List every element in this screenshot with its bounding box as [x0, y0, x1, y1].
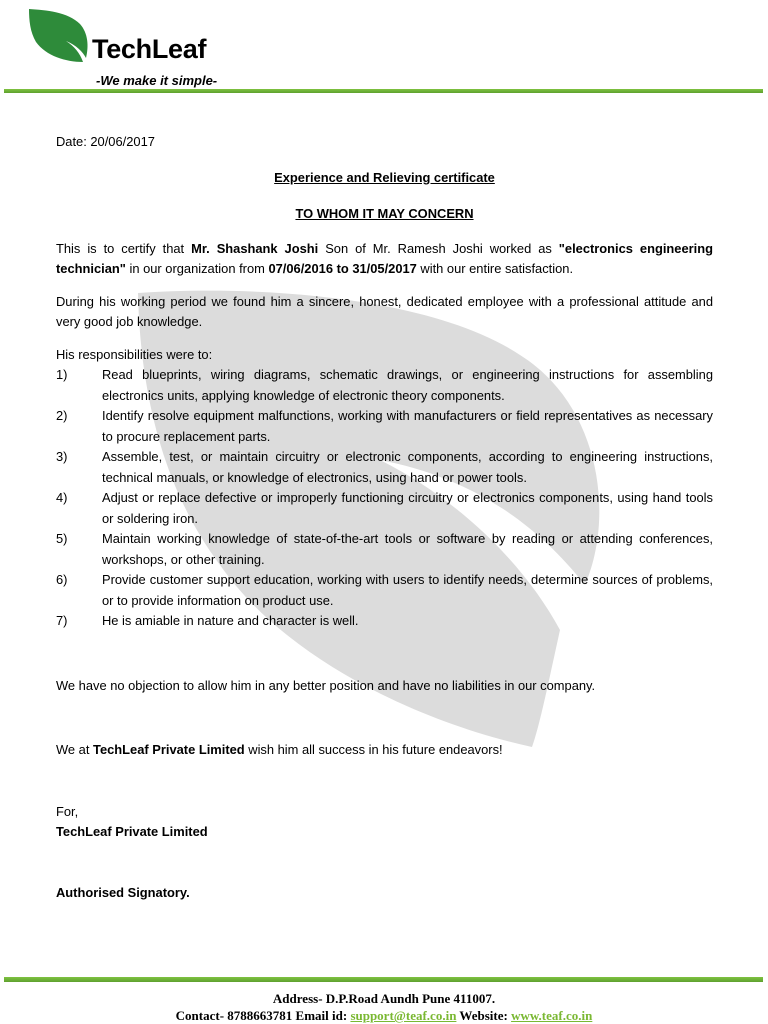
letter-body	[56, 132, 713, 903]
list-item	[56, 488, 713, 529]
employee-role: "electronics engineering technician"	[56, 240, 713, 276]
footer-address: Address- D.P.Road Aundh Pune 411007.	[272, 991, 496, 1006]
authorised-signatory: Authorised Signatory.	[56, 884, 190, 900]
leaf-icon	[28, 8, 92, 64]
footer	[0, 990, 768, 1024]
list-item-text: Maintain working knowledge of state-of-the-art tools or software by reading or attending conferences, workshops, or other training.	[102, 531, 713, 567]
footer-divider	[4, 977, 763, 982]
list-item	[56, 611, 713, 632]
website-label: Website:	[456, 1008, 512, 1023]
responsibilities-title: His responsibilities were to:	[56, 346, 213, 362]
for-label: For,	[56, 803, 79, 819]
brand-name: TechLeaf	[92, 34, 207, 64]
objection-paragraph: We have no objection to allow him in any better position and have no liabilities in our company.	[56, 677, 596, 693]
list-item-number: 2)	[56, 408, 68, 423]
certify-text: This is to certify that	[56, 240, 192, 256]
list-item-number: 4)	[56, 490, 68, 505]
certify-text: in our organization from	[125, 261, 269, 276]
letter-title: Experience and Relieving certificate	[274, 169, 495, 185]
employee-name: Mr. Shashank Joshi	[191, 240, 319, 256]
list-item-number: 3)	[56, 449, 68, 464]
list-item-text: Read blueprints, wiring diagrams, schematic drawings, or engineering instructions for assembling electronics units, applying knowledge of electronic theory components.	[102, 367, 713, 403]
list-item-number: 7)	[56, 613, 68, 628]
list-item	[56, 365, 713, 406]
certify-paragraph	[56, 239, 713, 280]
list-item-number: 5)	[56, 531, 68, 546]
letter-subtitle: TO WHOM IT MAY CONCERN	[295, 206, 474, 221]
responsibilities-list	[56, 365, 713, 632]
list-item-text: Adjust or replace defective or improperly functioning circuitry or electronics components, using hand tools or soldering iron.	[102, 490, 713, 526]
list-item-number: 6)	[56, 572, 68, 587]
tagline: -We make it simple-	[96, 73, 218, 88]
wish-text: wish him all success in his future endeavors!	[244, 742, 503, 757]
contact-label: Contact- 8788663781 Email id:	[175, 1008, 351, 1023]
company-name: TechLeaf Private Limited	[93, 742, 245, 757]
list-item	[56, 406, 713, 447]
certify-text: Son of Mr. Ramesh Joshi worked as	[318, 240, 559, 256]
signing-company: TechLeaf Private Limited	[56, 824, 208, 839]
list-item	[56, 570, 713, 611]
list-item	[56, 529, 713, 570]
list-item-number: 1)	[56, 367, 68, 382]
list-item	[56, 447, 713, 488]
email-link[interactable]: support@teaf.co.in	[350, 1008, 457, 1023]
letter-date: Date: 20/06/2017	[56, 134, 155, 149]
website-link[interactable]: www.teaf.co.in	[511, 1008, 593, 1023]
wish-text: We at	[56, 742, 94, 757]
list-item-text: Assemble, test, or maintain circuitry or electronic components, according to engineering instructions, technical manuals, or knowledge of electronics, using hand or power tools.	[102, 449, 713, 485]
header-divider	[4, 89, 763, 93]
wish-paragraph	[56, 740, 713, 761]
certify-text: with our entire satisfaction.	[416, 261, 574, 276]
list-item-text: Provide customer support education, working with users to identify needs, determine sources of problems, or to provide information on product use.	[102, 572, 713, 608]
conduct-paragraph: During his working period we found him a sincere, honest, dedicated employee with a professional attitude and very good job knowledge.	[56, 293, 713, 329]
footer-contact	[0, 1007, 768, 1024]
list-item-text: Identify resolve equipment malfunctions, working with manufacturers or field representatives as necessary to procure replacement parts.	[102, 408, 713, 444]
list-item-text: He is amiable in nature and character is well.	[102, 613, 359, 628]
employment-period: 07/06/2016 to 31/05/2017	[268, 261, 417, 276]
